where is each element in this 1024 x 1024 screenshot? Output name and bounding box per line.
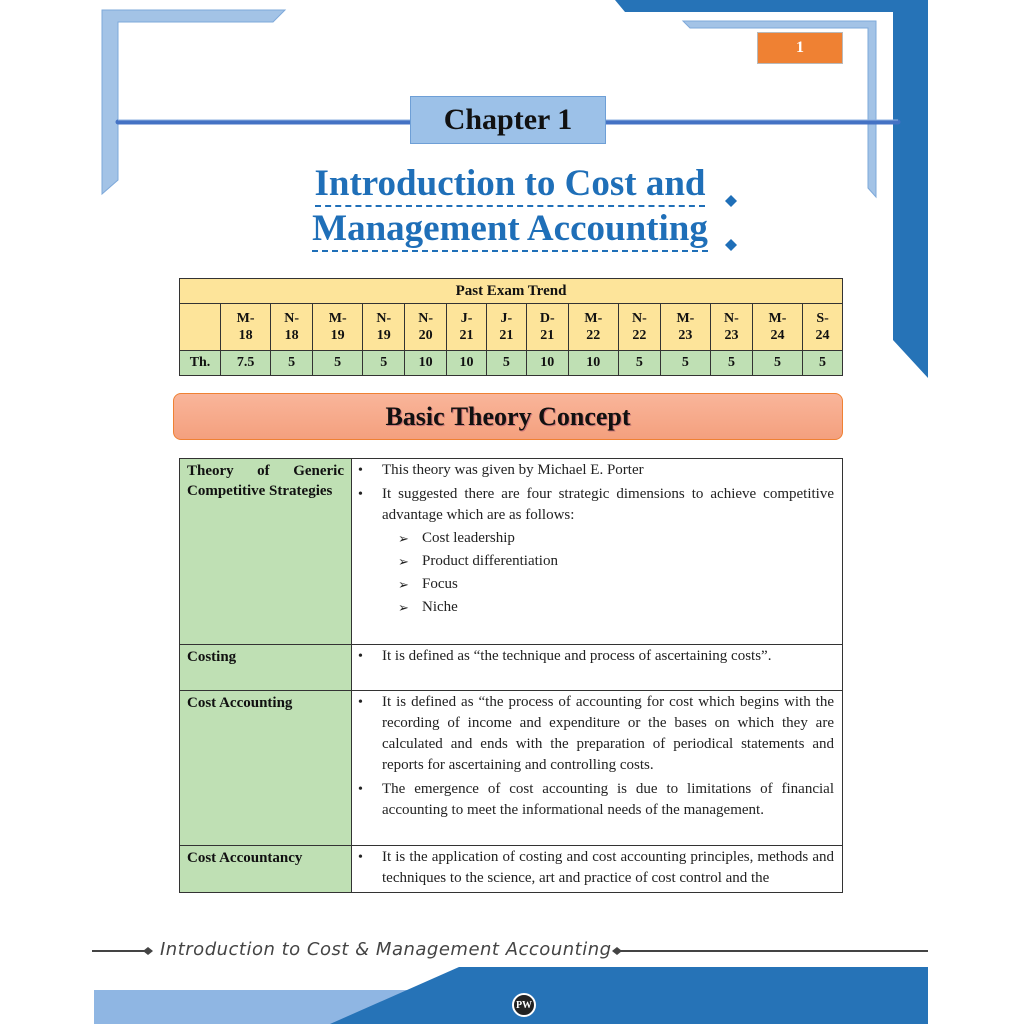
marks-cell: 10 [447, 351, 487, 376]
concept-term: Cost Accounting [180, 691, 352, 846]
marks-cell: 5 [363, 351, 405, 376]
marks-cell: 10 [405, 351, 447, 376]
session-cell: M- 23 [660, 304, 710, 351]
marks-cell: 5 [803, 351, 843, 376]
concept-term: Cost Accountancy [180, 846, 352, 893]
chapter-title-line-2: Management Accounting [312, 207, 708, 252]
past-exam-trend-table [179, 278, 843, 376]
concept-description [352, 691, 843, 846]
marks-cell: 5 [752, 351, 802, 376]
session-cell: D- 21 [526, 304, 568, 351]
session-cell: M- 22 [568, 304, 618, 351]
section-heading: Basic Theory Concept [173, 393, 843, 440]
concept-row [180, 459, 843, 645]
bullet-item: • This theory was given by Michael E. Porter [382, 460, 834, 481]
concept-description [352, 459, 843, 645]
concept-row [180, 645, 843, 691]
marks-cell: 5 [710, 351, 752, 376]
bullet-item: • The emergence of cost accounting is due to limitations of financial accounting to meet the informational needs of the management. [382, 779, 834, 821]
trend-empty-cell [180, 304, 221, 351]
concept-row [180, 846, 843, 893]
sub-item: ➢ Product differentiation [422, 551, 834, 572]
bullet-item: • It is the application of costing and cost accounting principles, methods and techniques to the science, art and practice of cost control and the [382, 847, 834, 889]
page-number-badge: 1 [757, 32, 843, 64]
sub-item: ➢ Cost leadership [422, 528, 834, 549]
row-label: Th. [180, 351, 221, 376]
marks-cell: 5 [313, 351, 363, 376]
trend-table-heading: Past Exam Trend [180, 279, 843, 304]
concept-description [352, 846, 843, 893]
session-cell: M- 19 [313, 304, 363, 351]
footer-running-title: Introduction to Cost & Management Accounting [160, 939, 612, 960]
concept-term: Theory of Generic Competitive Strategies [180, 459, 352, 645]
chapter-label: Chapter 1 [410, 96, 606, 144]
concept-term: Costing [180, 645, 352, 691]
session-cell: N- 18 [271, 304, 313, 351]
sub-item: ➢ Focus [422, 574, 834, 595]
session-cell: N- 22 [618, 304, 660, 351]
session-cell: M- 24 [752, 304, 802, 351]
sub-item: ➢ Niche [422, 597, 834, 618]
trend-values-row [180, 351, 843, 376]
bullet-item: • It is defined as “the technique and process of ascertaining costs”. [382, 646, 834, 667]
chapter-title [250, 162, 770, 252]
marks-cell: 10 [526, 351, 568, 376]
session-cell: N- 19 [363, 304, 405, 351]
bullet-item: • It is defined as “the process of accounting for cost which begins with the recording of income and expenditure or the bases on which they are calculated and ends with the preparation of periodical statements and reports for ascertaining and controlling costs. [382, 692, 834, 776]
marks-cell: 5 [271, 351, 313, 376]
trend-sessions-row [180, 304, 843, 351]
marks-cell: 5 [660, 351, 710, 376]
session-cell: N- 23 [710, 304, 752, 351]
marks-cell: 5 [618, 351, 660, 376]
theory-concepts-table [179, 458, 843, 893]
marks-cell: 7.5 [221, 351, 271, 376]
session-cell: M- 18 [221, 304, 271, 351]
pw-logo-icon: PW [512, 993, 536, 1017]
session-cell: N- 20 [405, 304, 447, 351]
session-cell: J- 21 [447, 304, 487, 351]
marks-cell: 5 [486, 351, 526, 376]
session-cell: S- 24 [803, 304, 843, 351]
strategy-list [382, 528, 834, 618]
concept-description [352, 645, 843, 691]
session-cell: J- 21 [486, 304, 526, 351]
concept-row [180, 691, 843, 846]
marks-cell: 10 [568, 351, 618, 376]
chapter-title-line-1: Introduction to Cost and [315, 162, 706, 207]
bullet-item: • It suggested there are four strategic dimensions to achieve competitive advantage which are as follows: ➢ Cost leadership ➢ Product differentiation ➢ Focus ➢ Niche [382, 484, 834, 618]
